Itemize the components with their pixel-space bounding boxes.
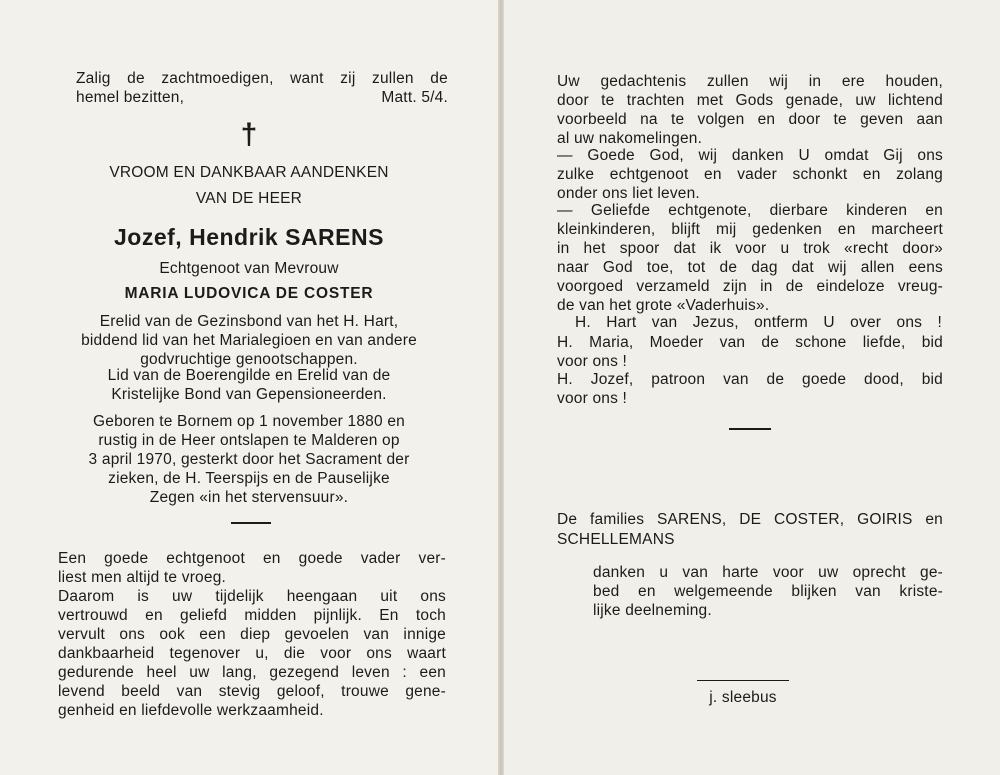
- text-line: — Goede God, wij danken U omdat Gij ons: [557, 147, 943, 164]
- farewell-paragraph: [58, 549, 446, 587]
- text-line: voorgoed verzameld zijn in de eindeloze vreug-: [557, 278, 943, 295]
- text-line: vervult ons ook een diep gevoelen van innige: [58, 626, 446, 643]
- families-line-continued: SCHELLEMANS: [557, 531, 675, 548]
- text-line: voor ons !: [557, 390, 628, 407]
- quote-line-1: Zalig de zachtmoedigen, want zij zullen de: [76, 70, 448, 87]
- text-line: zieken, de H. Teerspijs en de Pauselijke: [108, 470, 390, 487]
- text-line: lijke deelneming.: [593, 602, 712, 619]
- text-line: Kristelijke Bond van Gepensioneerden.: [111, 386, 387, 403]
- prayer-joseph: [557, 370, 943, 408]
- text-line: genheid en liefdevolle werkzaamheid.: [58, 702, 324, 719]
- text-line: Daarom is uw tijdelijk heengaan uit ons: [58, 588, 446, 605]
- bible-quote: [76, 69, 448, 107]
- cross-icon: †: [240, 118, 258, 151]
- text-line: liest men altijd te vroeg.: [58, 569, 227, 586]
- divider-right: [729, 428, 771, 430]
- quote-text-end: hemel bezitten,: [76, 89, 185, 106]
- text-line: rustig in de Heer ontslapen te Malderen op: [98, 432, 400, 449]
- honors-paragraph: [0, 312, 498, 369]
- text-line: voor ons !: [557, 353, 628, 370]
- text-line: gedurende heel uw lang, gezegend leven : een: [58, 664, 446, 681]
- text-line: al uw nakomelingen.: [557, 130, 703, 147]
- text-line: levend beeld van stevig geloof, trouwe gene-: [58, 683, 446, 700]
- text-line: vertrouwd en geliefd midden pijnlijk. En toch: [58, 607, 446, 624]
- text-line: door te trachten met Gods genade, uw lichtend: [557, 92, 943, 109]
- text-line: zulke echtgenoot en vader schonkt en zolang: [557, 166, 943, 183]
- thanks-paragraph: [593, 563, 943, 620]
- text-line: de van het grote «Vaderhuis».: [557, 297, 770, 314]
- printer-name: j. sleebus: [709, 689, 777, 706]
- text-line: voorbeeld na te volgen en door te geven aan: [557, 111, 943, 128]
- divider-left: [231, 522, 271, 524]
- text-line: Een goede echtgenoot en goede vader ver-: [58, 550, 446, 567]
- text-line: dankbaarheid tegenover u, die voor ons waart: [58, 645, 446, 662]
- text-line: H. Maria, Moeder van de schone liefde, bid: [557, 334, 943, 351]
- text-line: naar God toe, tot de dag dat wij allen eens: [557, 259, 943, 276]
- membership-paragraph: [0, 366, 498, 404]
- text-line: onder ons liet leven.: [557, 185, 700, 202]
- text-line: Uw gedachtenis zullen wij in ere houden,: [557, 73, 943, 90]
- text-line: Geboren te Bornem op 1 november 1880 en: [93, 413, 405, 430]
- text-line: 3 april 1970, gesterkt door het Sacrament der: [88, 451, 410, 468]
- text-line: in het spoor dat ik voor u trok «recht door»: [557, 240, 943, 257]
- spouse-label: Echtgenoot van Mevrouw: [159, 260, 339, 277]
- memorial-subheading: VAN DE HEER: [195, 190, 303, 207]
- memorial-heading: VROOM EN DANKBAAR AANDENKEN: [109, 164, 389, 181]
- prayer-mary: [557, 333, 943, 371]
- thanks-to-god-paragraph: [557, 146, 943, 203]
- spouse-name: MARIA LUDOVICA DE COSTER: [124, 285, 374, 302]
- quote-line-2: [76, 88, 448, 107]
- quote-reference: Matt. 5/4.: [381, 89, 448, 106]
- text-line: Lid van de Boerengilde en Erelid van de: [107, 367, 391, 384]
- birth-death-paragraph: [0, 412, 498, 507]
- memory-paragraph: [557, 72, 943, 148]
- text-line: De families SARENS, DE COSTER, GOIRIS en: [557, 511, 943, 528]
- text-line: H. Hart van Jezus, ontferm U over ons !: [575, 314, 942, 331]
- text-line: Erelid van de Gezinsbond van het H. Hart,: [99, 313, 399, 330]
- text-line: Zegen «in het stervensuur».: [149, 489, 349, 506]
- prayer-sacred-heart: [575, 313, 942, 332]
- text-line: kleinkinderen, blijft mij gedenken en marcheert: [557, 221, 943, 238]
- text-line: godvruchtige genootschappen.: [140, 351, 358, 368]
- text-line: danken u van harte voor uw oprecht ge-: [593, 564, 943, 581]
- text-line: — Geliefde echtgenote, dierbare kinderen en: [557, 202, 943, 219]
- text-line: H. Jozef, patroon van de goede dood, bid: [557, 371, 943, 388]
- printer-rule: [697, 680, 789, 681]
- gratitude-paragraph: [58, 587, 446, 720]
- text-line: bed en welgemeende blijken van kriste-: [593, 583, 943, 600]
- families-line: [557, 510, 943, 529]
- family-address-paragraph: [557, 201, 943, 315]
- deceased-name: Jozef, Hendrik SARENS: [114, 224, 384, 250]
- text-line: biddend lid van het Marialegioen en van andere: [81, 332, 417, 349]
